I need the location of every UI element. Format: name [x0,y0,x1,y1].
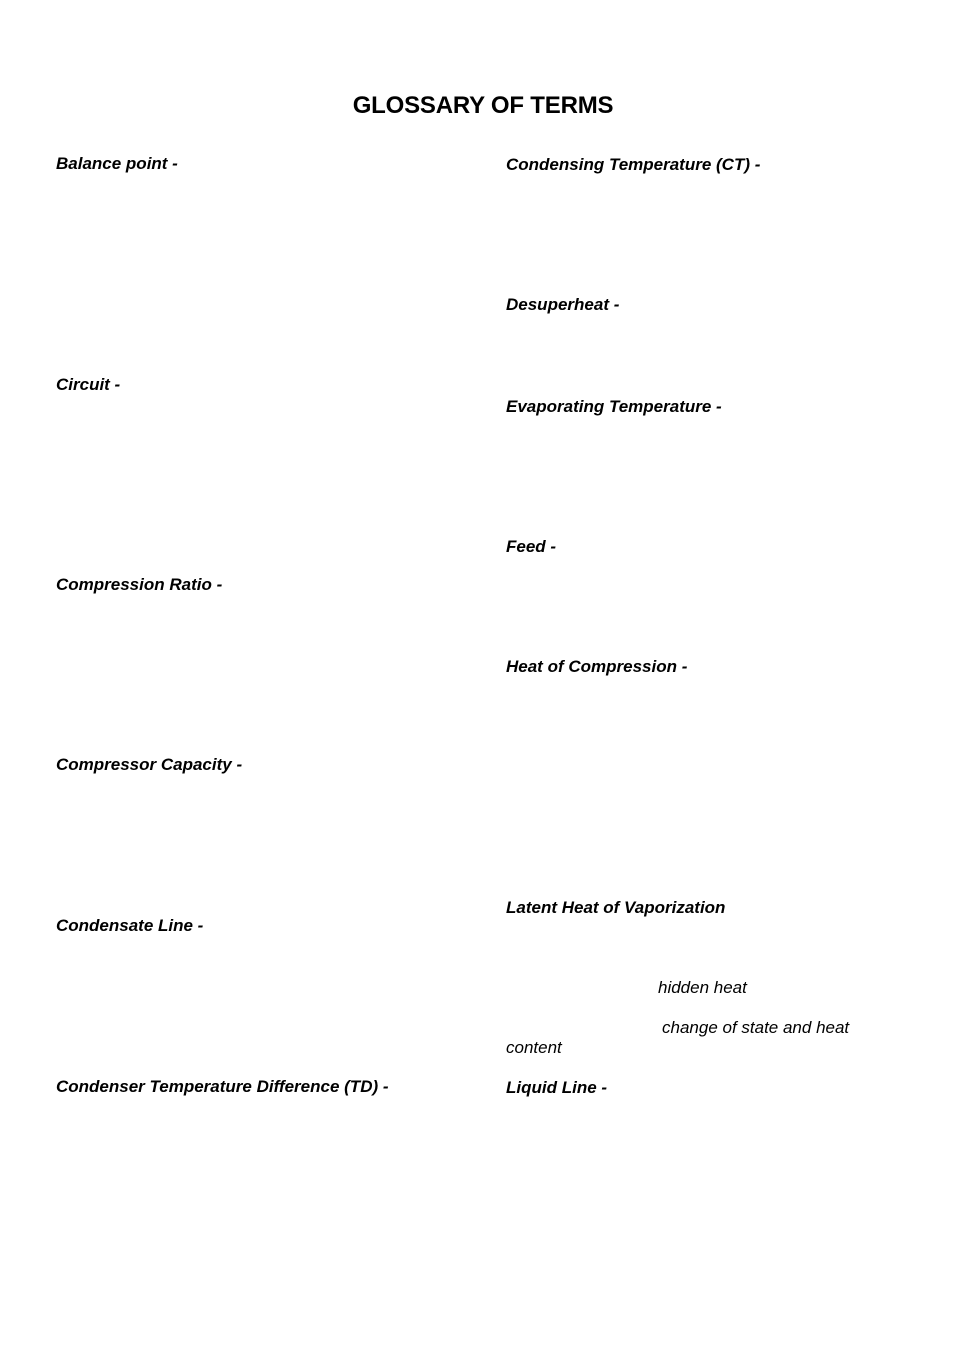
term-heat-of-compression: Heat of Compression - [506,657,688,676]
latent-heat-fragment-hidden-heat: hidden heat [658,978,747,997]
term-balance-point: Balance point - [56,154,178,173]
term-condensate-line: Condensate Line - [56,916,204,935]
term-circuit: Circuit - [56,375,121,394]
term-compressor-capacity: Compressor Capacity - [56,755,243,774]
term-condensing-temperature: Condensing Temperature (CT) - [506,155,761,174]
term-evaporating-temperature: Evaporating Temperature - [506,397,722,416]
term-liquid-line: Liquid Line - [506,1078,608,1097]
latent-heat-fragment-change-of-state: change of state and heat [662,1018,850,1037]
page-title: GLOSSARY OF TERMS [352,92,614,119]
term-condenser-td: Condenser Temperature Difference (TD) - [56,1077,389,1096]
latent-heat-fragment-content: content [506,1038,562,1057]
term-feed: Feed - [506,537,557,556]
term-latent-heat-of-vaporization: Latent Heat of Vaporization [506,898,726,917]
term-compression-ratio: Compression Ratio - [56,575,223,594]
term-desuperheat: Desuperheat - [506,295,620,314]
